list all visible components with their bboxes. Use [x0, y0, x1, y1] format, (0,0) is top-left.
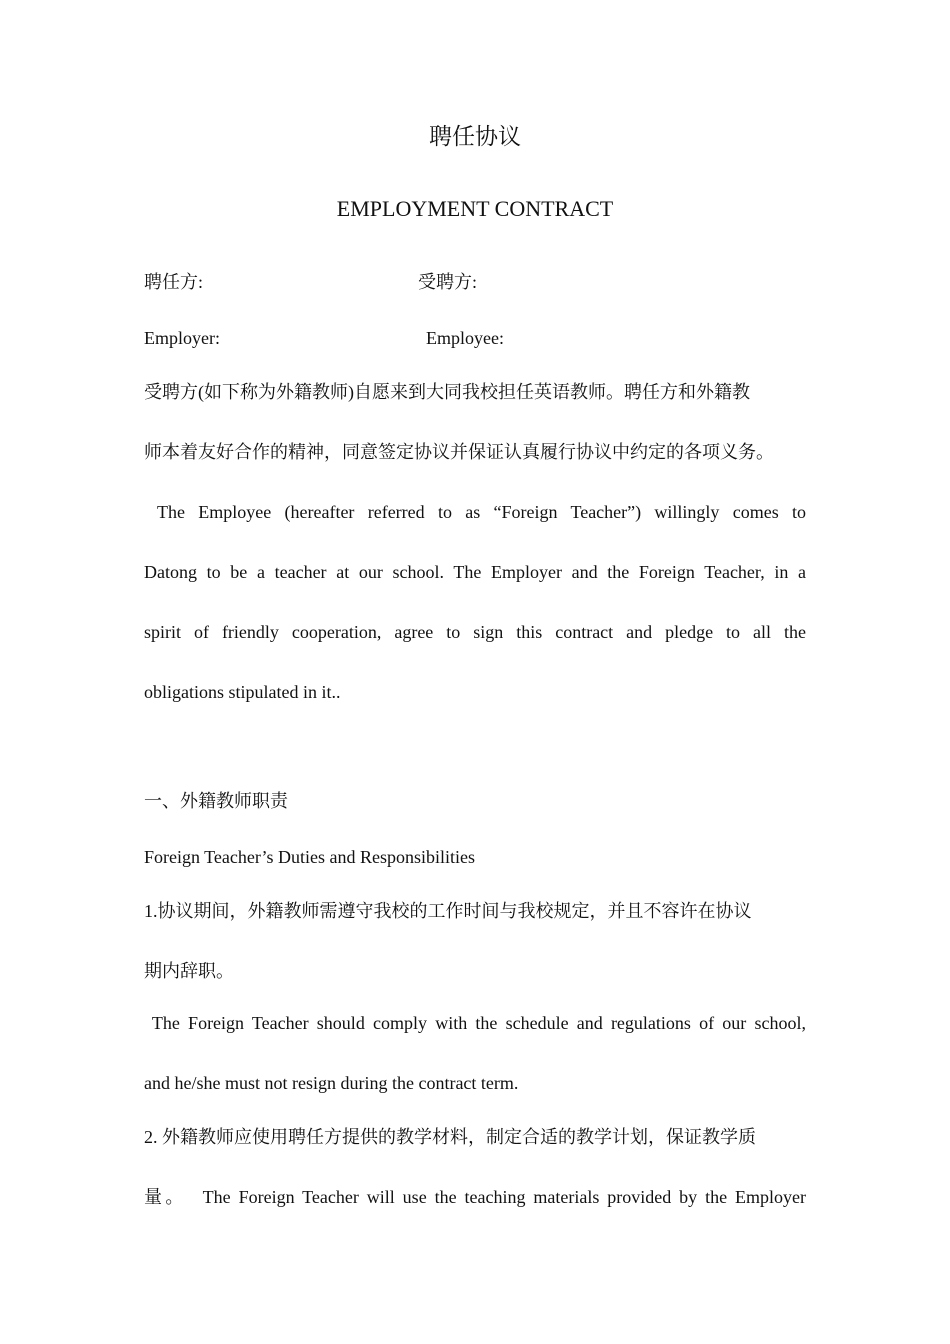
- intro-en-line: obligations stipulated in it..: [144, 682, 341, 702]
- intro-cn-line: 师本着友好合作的精神，同意签定协议并保证认真履行协议中约定的各项义务。: [144, 442, 774, 462]
- section1-heading-en: Foreign Teacher’s Duties and Responsibilities: [144, 847, 476, 867]
- intro-en-line: spirit of friendly cooperation, agree to sign this contract and pledge to all the: [144, 622, 806, 642]
- title-chinese: 聘任协议: [429, 124, 521, 149]
- item1-en-line: and he/she must not resign during the contract term.: [144, 1073, 519, 1093]
- item1-en-line: The Foreign Teacher should comply with the schedule and regulations of our school,: [144, 1013, 806, 1033]
- intro-cn-line: 受聘方(如下称为外籍教师)自愿来到大同我校担任英语教师。聘任方和外籍教: [144, 382, 750, 402]
- intro-en-line: Datong to be a teacher at our school. The Employer and the Foreign Teacher, in a: [144, 562, 806, 582]
- title-english: EMPLOYMENT CONTRACT: [336, 196, 614, 221]
- intro-en-line: The Employee (hereafter referred to as “Foreign Teacher”) willingly comes to: [144, 502, 806, 522]
- employer-label-cn: 聘任方:: [144, 272, 204, 292]
- employee-label-cn: 受聘方:: [418, 272, 478, 292]
- item1-cn-line: 期内辞职。: [144, 961, 234, 981]
- employer-label-en: Employer:: [144, 328, 220, 348]
- section1-heading-cn: 一、外籍教师职责: [144, 791, 288, 811]
- item2-line: 2. 外籍教师应使用聘任方提供的教学材料，制定合适的教学计划，保证教学质: [144, 1127, 756, 1147]
- item1-cn-line: 1.协议期间，外籍教师需遵守我校的工作时间与我校规定，并且不容许在协议: [144, 901, 752, 921]
- employee-label-en: Employee:: [426, 328, 504, 348]
- item2-line: 量。 The Foreign Teacher will use the teaching materials provided by the Employer: [144, 1187, 806, 1207]
